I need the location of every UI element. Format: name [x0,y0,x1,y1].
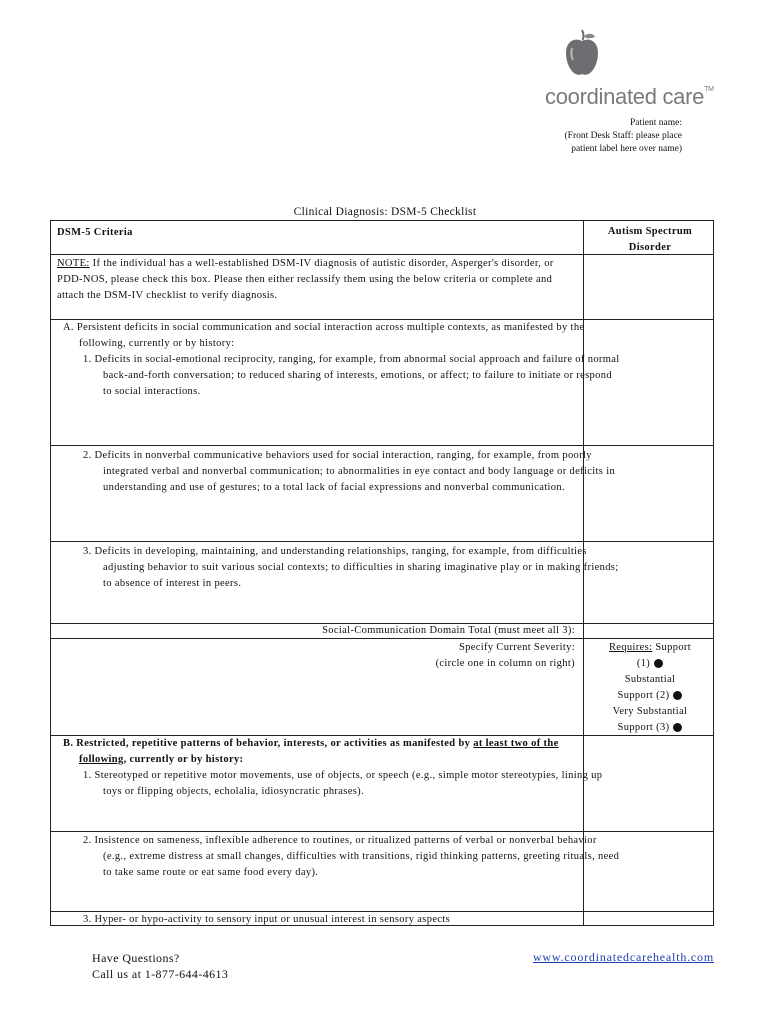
option1-level: (1) [636,658,651,669]
specify-severity [57,640,575,672]
severity-option-3-level [591,720,709,736]
severity-options[interactable] [591,640,709,736]
footer-contact [92,950,228,982]
asd-column-header [591,224,709,256]
bullet-icon [654,659,663,668]
criteria-column-header: DSM-5 Criteria [57,227,133,238]
trademark: TM [704,86,714,93]
apple-icon [564,28,600,82]
criterion-a1: 1. Deficits in social-emotional reciprocity, ranging, for example, from abnormal social approach and failure of normal back-and-forth conversation; to reduced sharing of interests, emotions, or affect; to failure to initiate or respond to social interactions. [83,354,620,397]
bullet-icon [673,723,682,732]
severity-option-2[interactable]: Substantial [624,674,676,685]
footer-questions: Have Questions? [92,951,180,965]
criterion-b1: 1. Stereotyped or repetitive motor movements, use of objects, or speech (e.g., simple motor stereotypies, lining up toys or flipping objects, echolalia, idiosyncratic phrases). [83,770,603,797]
social-communication-domain-total: Social-Communication Domain Total (must meet all 3): [322,625,575,636]
severity-option-1[interactable] [591,640,709,656]
section-b-text2: , currently or by history: [123,754,244,765]
row-divider [51,445,713,446]
section-b-underlined: at least two of the following [79,738,559,765]
note-label: NOTE: [57,258,90,269]
requires-label: Requires: [608,642,653,653]
row-divider [51,541,713,542]
patient-note-line1: (Front Desk Staff: please place [564,131,682,141]
section-b-text1: B. Restricted, repetitive patterns of behavior, interests, or activities as manifested by [63,738,474,749]
option1-text: Support [652,642,692,653]
patient-name-label: Patient name: [630,118,682,128]
severity-instruction: (circle one in column on right) [435,658,575,669]
checklist-table [50,220,714,926]
severity-label: Specify Current Severity: [458,642,575,653]
criterion-b2: 2. Insistence on sameness, inflexible adherence to routines, or ritualized patterns of verbal or nonverbal behavior (e.g., extreme distress at small changes, difficulties with transitions, rigid thinking patterns, greeting rituals, need to take same route or eat same food every day). [83,835,620,878]
note-checkbox-cell[interactable] [591,261,709,311]
document-title: Clinical Diagnosis: DSM-5 Checklist [293,206,477,218]
criterion-b3: 3. Hyper- or hypo-activity to sensory input or unusual interest in sensory aspects [83,914,451,925]
footer-phone: Call us at 1-877-644-4613 [92,967,229,981]
asd-header-line2: Disorder [628,242,672,253]
patient-note-line2: patient label here over name) [571,144,682,154]
criterion-a2: 2. Deficits in nonverbal communicative behaviors used for social interaction, ranging, for example, from poorly integrated verbal and nonverbal communication; to abnormalities in eye contact and body language or deficits in understanding and use of gestures; to a total lack of facial expressions and nonverbal communication. [83,450,616,493]
logo-text: coordinated care™ [545,84,714,109]
row-divider [51,831,713,832]
option3-level: Support (3) [617,722,670,733]
section-b-heading [57,736,597,768]
criterion-a3: 3. Deficits in developing, maintaining, and understanding relationships, ranging, for example, from difficulties adjusting behavior to suit various social contexts; to difficulties in sharing imaginative play or in making friends; to absence of interest in peers. [83,546,619,589]
bullet-icon [673,691,682,700]
website-link[interactable]: www.coordinatedcarehealth.com [532,950,714,964]
severity-option-1-level [591,656,709,672]
note-text: If the individual has a well-established DSM-IV diagnosis of autistic disorder, Asperger's disorder, or PDD-NOS, please check this box. Please then either reclassify them using the below criteria or complete and attach the DSM-IV checklist to verify diagnosis. [57,258,554,301]
severity-option-2-level [591,688,709,704]
severity-option-3[interactable]: Very Substantial [612,706,688,717]
option2-level: Support (2) [617,690,670,701]
dsm-iv-note [57,256,575,304]
asd-header-line1: Autism Spectrum [607,226,693,237]
patient-label-area [565,117,682,156]
section-a-heading: A. Persistent deficits in social communication and social interaction across multiple contexts, as manifested by the following, currently or by history: [63,322,585,349]
coordinated-care-logo [545,28,745,109]
